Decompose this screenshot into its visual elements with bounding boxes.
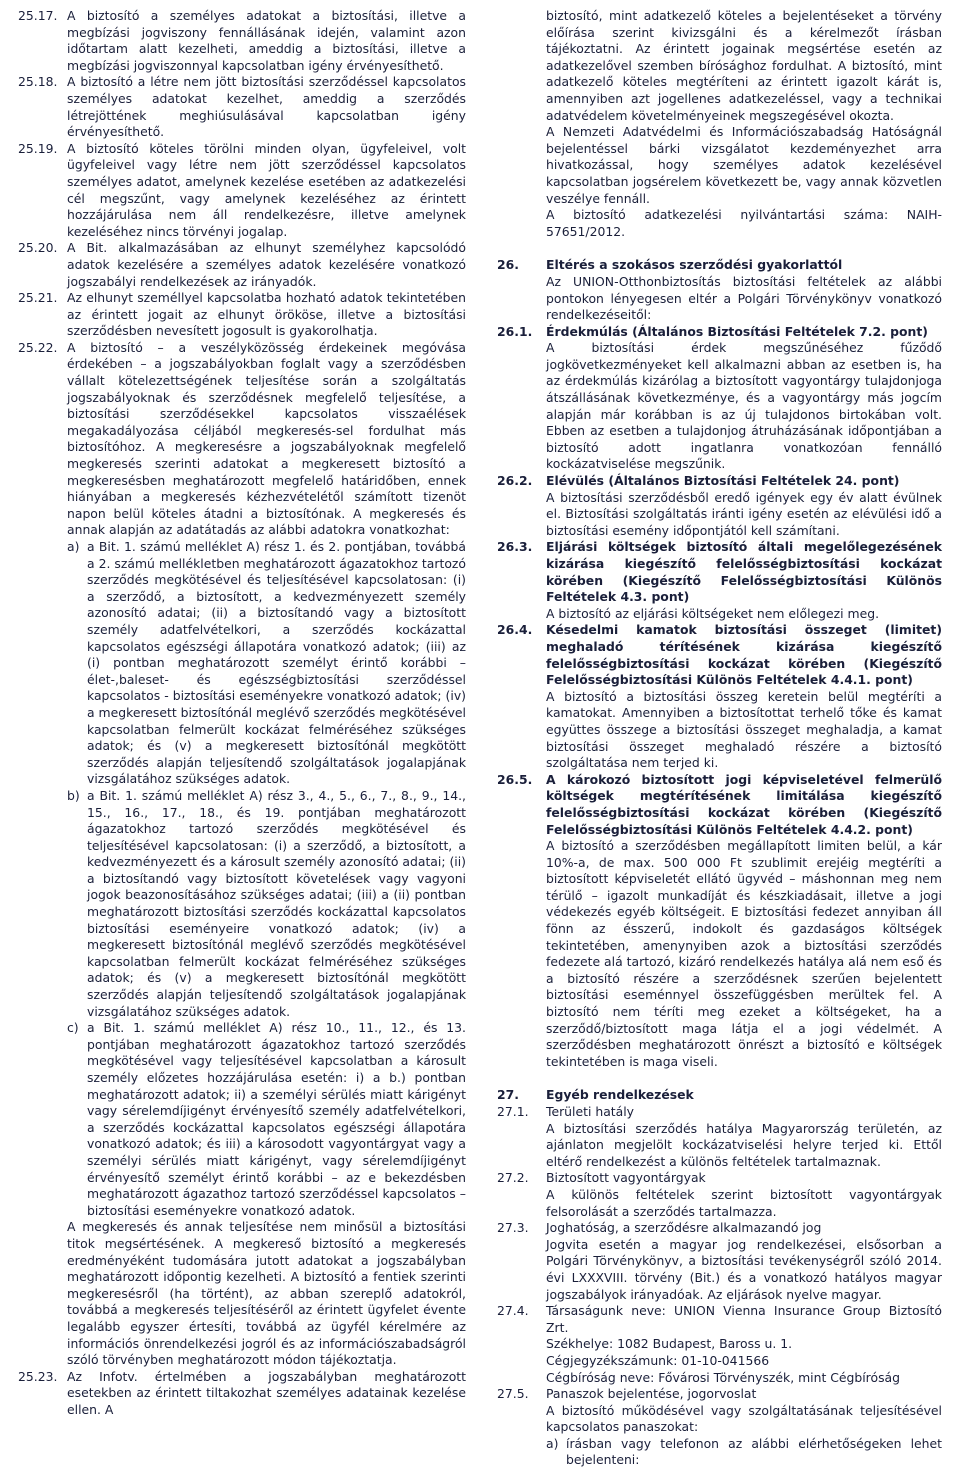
sub-item-c bbox=[67, 1020, 466, 1219]
clause-number: 27.1. bbox=[497, 1104, 529, 1119]
clause-title: Késedelmi kamatok biztosítási összeget (limitet) meghaladó térítésének kizárása kiegészítő felelősségbiztosítási kockázat körében (Kiegészítő Felelősségbiztosítási Különös Feltételek 4.4.1. pont) bbox=[546, 622, 942, 688]
company-seat: Székhelye: 1082 Budapest, Baross u. 1. bbox=[546, 1336, 793, 1352]
clause-text: A Bit. alkalmazásában az elhunyt személyhez kapcsolódó adatok kezelésére a személyes adatok kezelésére vonatkozó jogszabályi rendelkezések az irányadók. bbox=[67, 240, 466, 289]
section-text: Az UNION-Otthonbiztosítás biztosítási feltételek az alábbi pontokon lényegesen eltér a Polgári Törvénykönyv vonatkozó rendelkezéseitől: bbox=[546, 273, 942, 323]
left-column bbox=[18, 8, 466, 1418]
clause-number: 25.21. bbox=[18, 290, 58, 306]
clause-27-1 bbox=[497, 1104, 942, 1170]
clause-number: 25.18. bbox=[18, 74, 58, 90]
clause-text: A biztosítási érdek megszűnéséhez fűződő jogkövetkezményeket kell alkalmazni abban az esetben is, ha az érdekmúlás kizárólag a biztosított vagyontárgy tulajdonjoga átszállásának következménye, és a vagyontárgy más jogcím alapján már korábban is az új tulajdonos birtokában volt. Ebben az esetben a tulajdonjog átruházásának időpontjában a biztosító adott ingatlanra vonatkozóan fennálló kockázatviselése megszűnik. bbox=[546, 340, 942, 472]
clause-27-4 bbox=[497, 1303, 942, 1386]
sub-item-a bbox=[546, 1436, 942, 1469]
clause-25-18 bbox=[18, 74, 466, 140]
clause-text: A biztosító köteles törölni minden olyan, ügyfeleivel, volt ügyfeleivel vagy létre nem jött szerződéssel kapcsolatos személyes adatot, amelynek kezelése esetében az adatkezelési cél megszűnt, vagy amelynek kezeléséhez az érintett hozzájárulása nem áll rendelkezésre, illetve amelynek kezeléséhez nincs törvényi jogalap. bbox=[67, 140, 466, 239]
clause-text: Az Infotv. értelmében a jogszabályban meghatározott esetekben az érintett tiltakozhat személyes adatainak kezelése ellen. A bbox=[67, 1368, 466, 1417]
clause-26-5 bbox=[497, 772, 942, 1071]
company-registry-number: Cégjegyzékszámunk: 01-10-041566 bbox=[546, 1352, 770, 1368]
clause-text: A biztosítási szerződés hatálya Magyarország területén, az ajánlaton megjelölt kockázatviselési helyre terjed ki. Ettől eltérő rendelkezést a különös feltételek tartalmaznak. bbox=[546, 1120, 942, 1169]
sub-text: a Bit. 1. számú melléklet A) rész 1. és 2. pontjában, továbbá a 2. számú mellékletben meghatározott ágazatokhoz tartozó szerződés megkötésével és teljesítésével kapcsolatosan: (i) a szerződő, a biztosított, a kedvezményezett személy azonosító adatai; (ii) a biztosítandó vagy a biztosított személy adatfelvételkori, a szerződés kockázattal kapcsolatos egészségi állapotára vonatkozó adatok; (iii) az (i) pontban meghatározott személyt érintő korábbi – élet-,baleset- és egészségbiztosítási szerződéssel kapcsolatos - biztosítási eseményekre vonatkozó adatok; (iv) a megkeresett biztosítónál meglévő szerződés megkötésével kapcsolatban felmerült kockázat felméréséhez szükséges adatok; és (v) a megkeresett biztosítónál megkötött szerződés alapján teljesítendő szolgáltatások jogalapjának vizsgálatához szükséges adatok. bbox=[87, 539, 466, 787]
clause-25-23 bbox=[18, 1369, 466, 1419]
clause-title: Eljárási költségek biztosító általi megelőlegezésének kizárása kiegészítő felelősségbiztosítási kockázat körében (Kiegészítő Felelősségbiztosítási Különös Feltételek 4.3. pont) bbox=[546, 539, 942, 605]
section-number: 26. bbox=[497, 257, 519, 273]
clause-26-4 bbox=[497, 622, 942, 771]
clause-text: A biztosító működésével vagy szolgáltatásának teljesítésével kapcsolatos panaszokat: bbox=[546, 1402, 942, 1435]
intro-block bbox=[497, 8, 942, 240]
clause-number: 27.5. bbox=[497, 1386, 529, 1402]
clause-25-22 bbox=[18, 340, 466, 1369]
clause-25-17 bbox=[18, 8, 466, 74]
clause-number: 26.1. bbox=[497, 323, 533, 339]
section-title: Egyéb rendelkezések bbox=[546, 1087, 694, 1103]
sub-item-b bbox=[67, 788, 466, 1020]
clause-title: Joghatóság, a szerződésre alkalmazandó jog bbox=[546, 1220, 822, 1236]
clause-text: A biztosító a létre nem jött biztosítási szerződéssel kapcsolatos személyes adatokat kezelhet, ameddig a szerződés létrejöttének meghiúsulásával kapcsolatban igény érvényesíthető. bbox=[67, 74, 466, 140]
clause-number: 25.20. bbox=[18, 240, 58, 256]
clause-number: 26.3. bbox=[497, 539, 533, 555]
clause-number: 26.5. bbox=[497, 771, 533, 787]
section-27 bbox=[497, 1087, 942, 1104]
clause-26-3 bbox=[497, 539, 942, 622]
company-court: Cégbíróság neve: Fővárosi Törvényszék, mint Cégbíróság bbox=[546, 1369, 901, 1385]
clause-text: A biztosító az eljárási költségeket nem előlegezi meg. bbox=[546, 605, 880, 621]
section-26 bbox=[497, 257, 942, 323]
clause-text: Jogvita esetén a magyar jog rendelkezései, elsősorban a Polgári Törvénykönyv, a biztosítási tevékenységről szóló 2014. évi LXXXVIII. törvény (Bit.) és a vonatkozó hatályos magyar jogszabályok irányadóak. Az eljárások nyelve magyar. bbox=[546, 1236, 942, 1302]
clause-27-3 bbox=[497, 1220, 942, 1303]
clause-27-5 bbox=[497, 1386, 942, 1469]
sub-text: a Bit. 1. számú melléklet A) rész 3., 4., 5., 6., 7., 8., 9., 14., 15., 16., 17., 18., és 19. pontjában meghatározott ágazatokhoz tartozó szerződés megkötésével és teljesítésével kapcsolatosan: (i) a szerződő, a biztosított, a kedvezményezett és a károsult személy azonosító adatai; (ii) a biztosítandó vagy biztosított követelések vagy vagyoni jogok beazonosításához szükséges adatai; (iii) a (ii) pontban meghatározott biztosítási szerződés kockázattal kapcsolatos biztosítási eseményeire vonatkozó adatok; (iv) a megkeresett biztosítónál meglévő szerződés megkötésével kapcsolatban felmerült kockázat felméréséhez szükséges adatok; és (v) a megkeresett biztosítónál megkötött szerződés alapján teljesítendő szolgáltatások jogalapjának vizsgálatához szükséges adatok. bbox=[87, 787, 467, 1019]
clause-text: A biztosító a biztosítási összeg keretein belül megtéríti a kamatokat. Amennyiben a biztosítottat terhelő tőke és kamat együttes összege a biztosítási összeget meghaladja, a kamat biztosítási összeget meghaladó részére a biztosító szolgáltatása nem terjed ki. bbox=[546, 688, 942, 771]
sub-label: b) bbox=[67, 787, 80, 803]
clause-text: A különös feltételek szerint biztosított vagyontárgyak felsorolását a szerződés tartalmazza. bbox=[546, 1186, 942, 1219]
clause-26-1 bbox=[497, 324, 942, 473]
right-column bbox=[497, 8, 942, 1469]
clause-number: 26.2. bbox=[497, 473, 533, 489]
sub-label: c) bbox=[67, 1020, 79, 1036]
clause-number: 26.4. bbox=[497, 622, 533, 638]
clause-text-after: A megkeresés és annak teljesítése nem minősül a biztosítási titok megsértésének. A megkereső biztosító a megkeresés eredményéként tudomására jutott adatokat a jogszabályban meghatározott időpontig kezelheti. A biztosító a fentiek szerinti megkeresésről (ha történt), az abban szereplő adatokról, továbbá a megkeresés teljesítéséről az érintett ügyfelet évente legalább egyszer értesíti, továbbá az ügyfél kérelmére az információs önrendelkezési jogról és az információszabadságról szóló törvényben meghatározott módon tájékoztatja. bbox=[67, 1219, 466, 1368]
clause-number: 27.3. bbox=[497, 1220, 529, 1236]
sub-text: írásban vagy telefonon az alábbi elérhetőségeken lehet bejelenteni: bbox=[566, 1435, 942, 1468]
clause-text: A biztosítási szerződésből eredő igények egy év alatt évülnek el. Biztosítási szolgáltatás iránti igény esetén az elévülési idő a biztosítási esemény időpontjától kell számítani. bbox=[546, 489, 942, 538]
clause-text: A biztosító – a veszélyközösség érdekeinek megóvása érdekében – a jogszabályokban foglalt vagy a szerződésben vállalt kötelezettségének teljesítése során a szolgáltatás jogszabályoknak és szerződésnek megfelelő teljesítése, a biztosítási szerződésekkel kapcsolatos visszaélések megakadályozása céljából megkeresés-sel fordulhat más biztosítóhoz. A megkeresésre a jogszabályoknak megfelelő megkeresés szerinti adatokat a megkeresett biztosító a megkeresésben meghatározott megfelelő határidőben, ennek hiányában a megkeresés kézhezvételétől számított tizenöt napon belül köteles átadni a biztosítónak. A megkeresés és annak alapján az adatátadás az alábbi adatokra vonatkozhat: bbox=[67, 339, 466, 538]
clause-26-2 bbox=[497, 473, 942, 539]
clause-number: 25.17. bbox=[18, 8, 58, 23]
clause-25-19 bbox=[18, 141, 466, 241]
intro-text: biztosító, mint adatkezelő köteles a bejelentéseket a törvény előírása szerint kivizsgálni és a kérelmezőt írásban tájékoztatni. Az érintett jogainak megsértése esetén az adatkezelővel szemben bírósághoz fordulhat. A biztosító, mint adatkezelő köteles megtéríteni az érintett igazolt kárát is, amennyiben azt jogellenes adatkezeléssel, vagy a technikai adatvédelem követelményeinek megszegésével okozta. bbox=[546, 8, 942, 123]
clause-text: A biztosító a személyes adatokat a biztosítási, illetve a megbízási jogviszony fennállásának idején, valamint azon időtartam alatt kezelheti, ameddig a biztosítási, illetve a megbízási jogviszonnyal kapcsolatban igény érvényesíthető. bbox=[67, 8, 466, 73]
clause-title: Területi hatály bbox=[546, 1104, 635, 1119]
clause-25-20 bbox=[18, 240, 466, 290]
clause-text: Az elhunyt személlyel kapcsolatba hozható adatok tekintetében az érintett jogait az elhunyt örököse, illetve a biztosítási szerződésben nevesített jogosult is gyakorolhatja. bbox=[67, 290, 466, 339]
clause-title: Érdekmúlás (Általános Biztosítási Feltételek 7.2. pont) bbox=[546, 323, 928, 339]
company-name: Társaságunk neve: UNION Vienna Insurance Group Biztosító Zrt. bbox=[546, 1303, 942, 1335]
clause-number: 27.4. bbox=[497, 1303, 529, 1319]
sub-item-a bbox=[67, 539, 466, 788]
clause-title: A károkozó biztosított jogi képviseletével felmerülő költségek megtérítésének limitálása kiegészítő felelősségbiztosítási kockázat körében (Kiegészítő Felelősségbiztosítási Különös Feltételek 4.4.2. pont) bbox=[546, 771, 942, 837]
sub-label: a) bbox=[67, 539, 80, 554]
section-title: Eltérés a szokásos szerződési gyakorlattól bbox=[546, 257, 843, 273]
sub-text: a Bit. 1. számú melléklet A) rész 10., 11., 12., és 13. pontjában meghatározott ágazatokhoz tartozó szerződés megkötésével vagy teljesítésével kapcsolatban a károsult személy előzetes hozzájárulása esetén: i) a b.) pontban meghatározott adatok; ii) a személyi sérülés miatt kárigényt vagy sérelemdíjigényt érvényesítő személy adatfelvételkori, a szerződés kockázattal kapcsolatos egészségi állapotára vonatkozó adatok; és iii) a károsodott vagyontárgyat vagy a személyi sérülés miatt kárigényt, vagy sérelemdíjigényt érvényesítő személyt érintő korábbi – az e bekezdésben meghatározott ágazathoz tartozó szerződéssel kapcsolatos – biztosítási eseményekre vonatkozó adatok. bbox=[87, 1020, 466, 1218]
clause-text: A biztosító a szerződésben megállapított limiten belül, a kár 10%-a, de max. 500 000 Ft szublimit erejéig megtéríti a biztosított képviseletét ellátó ügyvéd – máshonnan meg nem térülő – igazolt munkadíját és készkiadásait, illetve a jogi védekezés egyéb költségeit. E biztosítási fedezet annyiban áll fönn az ésszerű, indokolt és gazdaságos költségek tekintetében, amenynyiben azok a biztosítási szerződés fedezete alá tartozó, kizáró rendelkezés hatálya alá nem eső és a biztosító részére a szerződésnek szerűen bejelentett biztosítási eseménnyel összefüggésben merültek fel. A biztosító nem téríti meg ezeket a költségeket, ha a szerződő/biztosított maga látja el a jogi védelmét. A szerződésben meghatározott önrészt a biztosító e költségek tekintetében is maga viseli. bbox=[546, 838, 942, 1069]
clause-number: 27.2. bbox=[497, 1170, 529, 1186]
clause-title: Biztosított vagyontárgyak bbox=[546, 1170, 706, 1186]
clause-title: Panaszok bejelentése, jogorvoslat bbox=[546, 1386, 757, 1402]
clause-title: Elévülés (Általános Biztosítási Feltételek 24. pont) bbox=[546, 473, 900, 489]
intro-text: A Nemzeti Adatvédelmi és Információszabadság Hatóságnál bejelentéssel bárki vizsgálatot kezdeményezhet arra hivatkozással, hogy személyes adatok kezelésével kapcsolatban jogsérelem következett be, vagy annak közvetlen veszélye fennáll. bbox=[546, 124, 942, 206]
clause-25-21 bbox=[18, 290, 466, 340]
naih-number: A biztosító adatkezelési nyilvántartási száma: NAIH-57651/2012. bbox=[546, 207, 942, 239]
clause-number: 25.22. bbox=[18, 339, 58, 355]
clause-number: 25.19. bbox=[18, 140, 58, 156]
sub-label: a) bbox=[546, 1435, 559, 1451]
clause-number: 25.23. bbox=[18, 1368, 58, 1384]
section-number: 27. bbox=[497, 1087, 519, 1103]
clause-27-2 bbox=[497, 1170, 942, 1220]
